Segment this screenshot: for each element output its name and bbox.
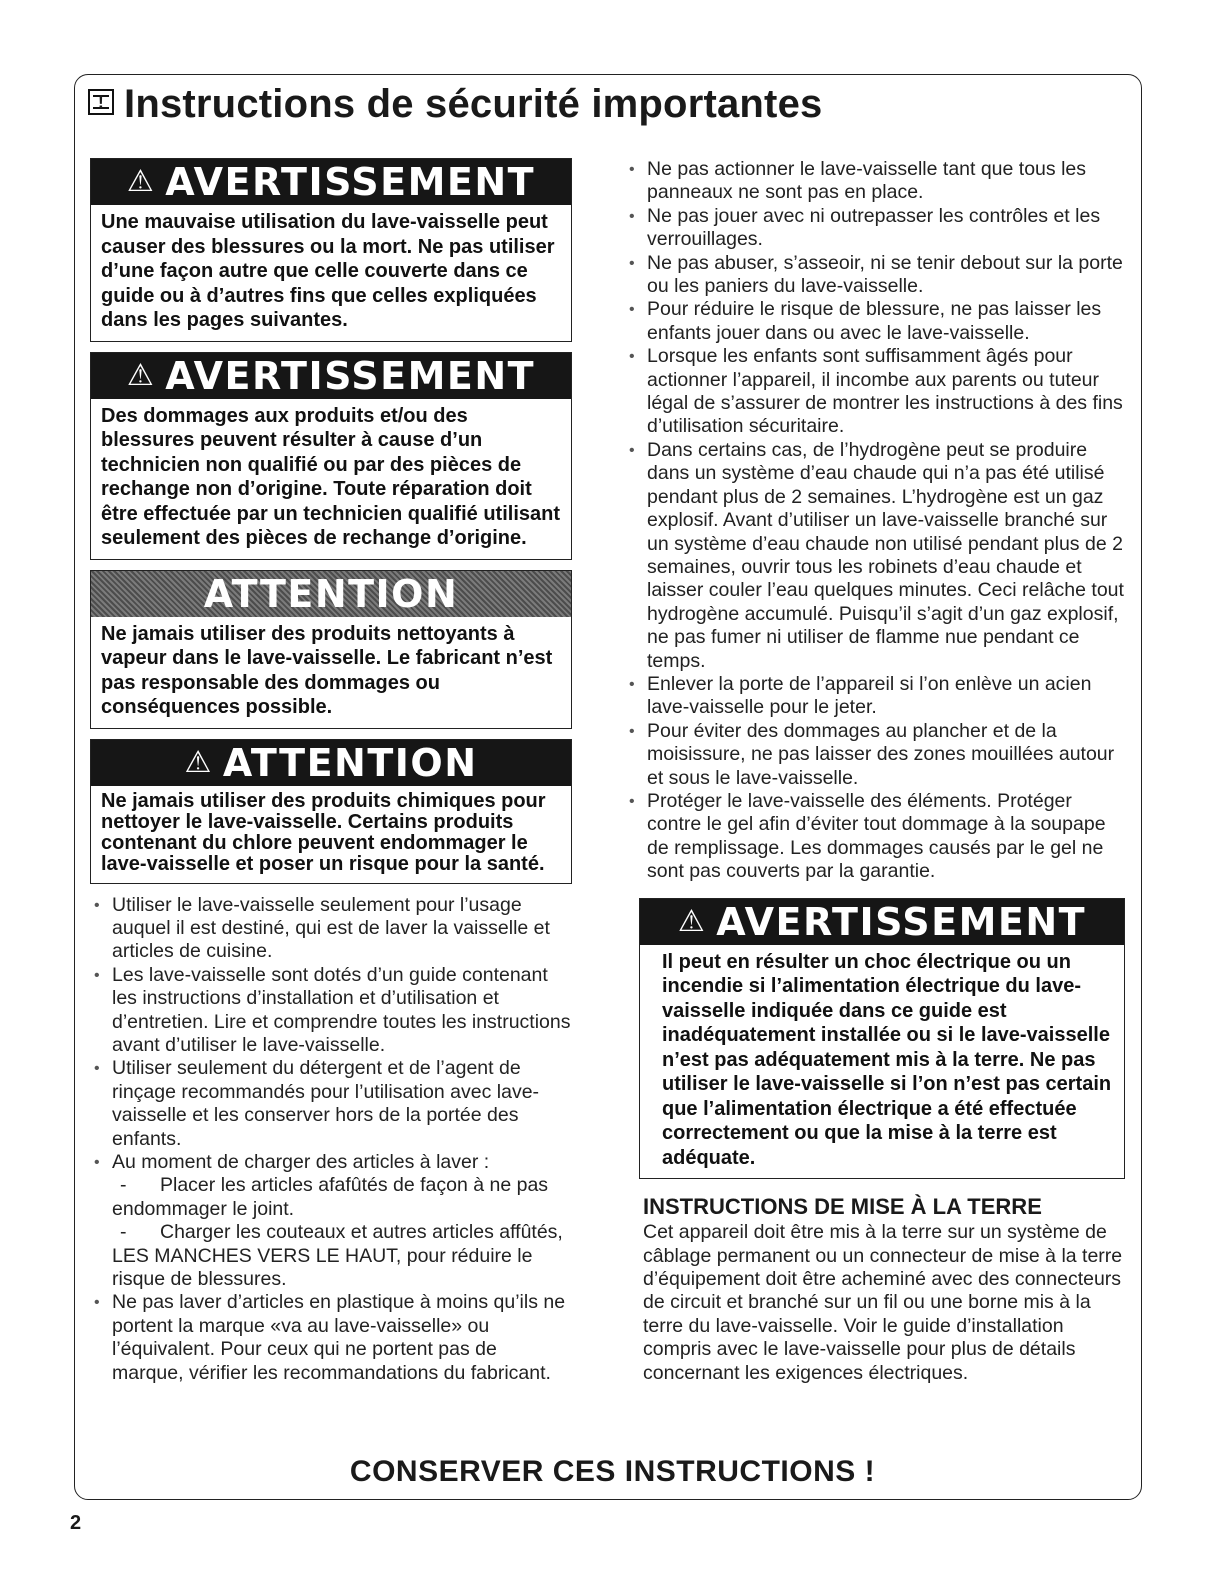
sub-item-text: Charger les couteaux et autres articles affûtés, LES MANCHES VERS LE HAUT, pour réduire le risque de blessures. (112, 1221, 563, 1290)
warning-text: Une mauvaise utilisation du lave-vaisselle peut causer des blessures ou la mort. Ne pas utiliser d’une façon autre que celle couverte dans ce guide ou à d’autres fins que celles expliquées dans les pages suivantes. (101, 211, 555, 331)
page-title-text: Instructions de sécurité importantes (124, 82, 823, 126)
sub-item (112, 1174, 572, 1221)
warning-header (91, 159, 571, 205)
grounding-title: INSTRUCTIONS DE MISE À LA TERRE (643, 1194, 1042, 1220)
list-item: • Enlever la porte de l’appareil si l’on enlève un acien lave-vaisselle pour le jeter. (625, 673, 1125, 720)
list-item: • Pour réduire le risque de blessure, ne pas laisser les enfants jouer dans ou avec le lave-vaisselle. (625, 298, 1125, 345)
warning-label: AVERTISSEMENT (165, 353, 536, 398)
list-item: • Dans certains cas, de l’hydrogène peut se produire dans un système d’eau chaude qui n’a pas été utilisé pendant plus de 2 semaines. L’hydrogène est un gaz explosif. Avant d’utiliser un lave-vaisselle branché sur un système d’eau chaude non utilisé pendant plus de 2 semaines, ouvrir tous les robinets d’eau chaude et laisser couler l’eau quelques minutes. Ceci relâche tout hydrogène accumulé. Puisqu’il s’agit d’un gaz explosif, ne pas fumer ni utiliser de flamme nue pendant ce temps. (625, 439, 1125, 673)
grounding-text: Cet appareil doit être mis à la terre sur un système de câblage permanent ou un connecteur de mise à la terre d’équipement doit être acheminé avec des connecteurs de circuit et branché sur un fil ou une borne mis à la terre du lave-vaisselle. Voir le guide d’installation compris avec le lave-vaisselle pour plus de détails concernant les exigences électriques. (643, 1221, 1123, 1384)
page-title (88, 82, 822, 127)
attention-header (91, 571, 571, 617)
list-item: • Ne pas jouer avec ni outrepasser les contrôles et les verrouillages. (625, 205, 1125, 252)
list-item: • Utiliser le lave-vaisselle seulement pour l’usage auquel il est destiné, qui est de laver la vaisselle et articles de cuisine. (90, 894, 572, 964)
right-column (625, 158, 1125, 1385)
warning-header (640, 899, 1124, 945)
sub-item (112, 1221, 572, 1291)
warning-box-misuse (90, 158, 572, 342)
attention-header (91, 740, 571, 786)
list-item: • Ne pas abuser, s’asseoir, ni se tenir debout sur la porte ou les paniers du lave-vaisselle. (625, 252, 1125, 299)
list-item: • Ne pas actionner le lave-vaisselle tant que tous les panneaux ne sont pas en place. (625, 158, 1125, 205)
sub-item-text: Placer les articles afafûtés de façon à ne pas endommager le joint. (112, 1174, 549, 1220)
warning-text: Il peut en résulter un choc électrique ou un incendie si l’alimentation électrique du lave-vaisselle indiquée dans ce guide est inadéquatement installée ou si le lave-vaisselle n’est pas adéquatement mis à la terre. Ne pas utiliser le lave-vaisselle si l’on n’est pas certain que l’alimentation électrique a été effectuée correctement ou que la mise à la terre est adéquate. (662, 950, 1112, 1169)
warning-text: Des dommages aux produits et/ou des blessures peuvent résulter à cause d’un technicien non qualifié ou par des pièces de rechange non d’origine. Toute réparation doit être effectuée par un technicien qualifié utilisant seulement des pièces de rechange d’origine. (101, 404, 560, 549)
attention-text: Ne jamais utiliser des produits chimiques pour nettoyer le lave-vaisselle. Certains produits contenant du chlore peuvent endommager le lave-vaisselle et poser un risque pour la santé. (101, 789, 546, 875)
right-bullet-list (625, 158, 1125, 884)
list-item: • Ne pas laver d’articles en plastique à moins qu’ils ne portent la marque «va au lave-vaisselle» ou l’équivalent. Pour ceux qui ne portent pas de marque, vérifier les recommandations du fabricant. (90, 1291, 572, 1385)
list-item: • Utiliser seulement du détergent et de l’agent de rinçage recommandés pour l’utilisation avec lave-vaisselle et les conserver hors de la portée des enfants. (90, 1057, 572, 1151)
warning-box-electrical (639, 898, 1125, 1180)
attention-box-steam (90, 570, 572, 729)
attention-box-chemicals (90, 739, 572, 884)
left-bullet-list (90, 894, 572, 1386)
footer-save-instructions: CONSERVER CES INSTRUCTIONS ! (349, 1455, 876, 1488)
warning-triangle-icon: ⚠ (126, 164, 156, 199)
attention-text: Ne jamais utiliser des produits nettoyants à vapeur dans le lave-vaisselle. Le fabricant n’est pas responsable des dommages ou conséquences possible. (101, 622, 553, 718)
dash-marker: - (120, 1174, 127, 1197)
list-item: • Protéger le lave-vaisselle des éléments. Protéger contre le gel afin d’éviter tout dommage à la soupape de remplissage. Les dommages causés par le gel ne sont pas couverts par la garantie. (625, 790, 1125, 884)
attention-label: ATTENTION (203, 571, 459, 616)
warning-label: AVERTISSEMENT (716, 899, 1087, 944)
warning-label: AVERTISSEMENT (165, 160, 536, 204)
list-item-text: Au moment de charger des articles à laver : (112, 1150, 490, 1173)
warning-triangle-icon: ⚠ (184, 744, 213, 780)
left-column (90, 158, 572, 1385)
manual-icon (88, 89, 114, 115)
warning-triangle-icon: ⚠ (677, 903, 707, 939)
list-item: • Les lave-vaisselle sont dotés d’un guide contenant les instructions d’installation et d’utilisation et d’entretien. Lire et comprendre toutes les instructions avant d’utiliser le lave-vaisselle. (90, 964, 572, 1058)
list-item: • Pour éviter des dommages au plancher et de la moisissure, ne pas laisser des zones mouillées autour et sous le lave-vaisselle. (625, 720, 1125, 790)
list-item: • Lorsque les enfants sont suffisamment âgés pour actionner l’appareil, il incombe aux parents ou tuteur légal de s’assurer de montrer les instructions à des fins d’utilisation sécuritaire. (625, 345, 1125, 439)
list-item-loading (90, 1151, 572, 1291)
attention-label: ATTENTION (222, 740, 478, 785)
dash-marker: - (120, 1221, 127, 1244)
warning-header (91, 353, 571, 399)
warning-box-service (90, 352, 572, 560)
warning-triangle-icon: ⚠ (126, 357, 156, 393)
page-number: 2 (70, 1512, 82, 1534)
